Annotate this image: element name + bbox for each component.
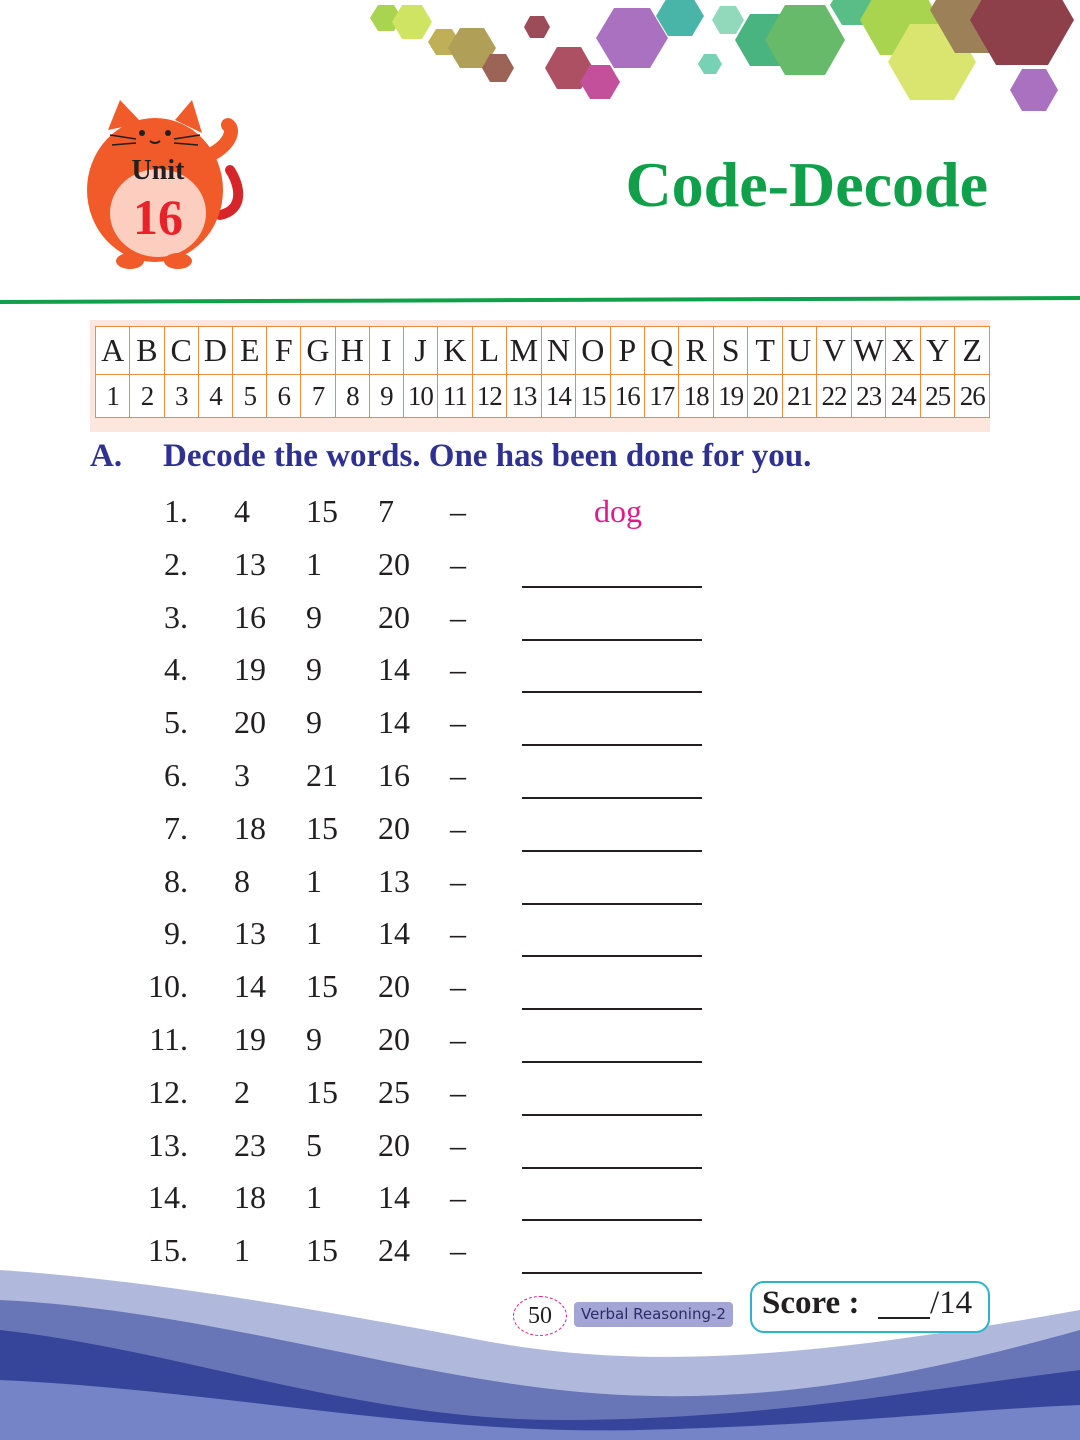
key-number-cell: 1 (96, 375, 130, 418)
code-value: 24 (378, 1232, 410, 1269)
key-number-cell: 18 (679, 375, 713, 418)
key-letter-cell: O (576, 327, 610, 375)
key-number-cell: 3 (164, 375, 198, 418)
key-number-cell: 7 (301, 375, 335, 418)
answer-text: dog (594, 493, 642, 529)
key-letter-cell: B (130, 327, 164, 375)
key-letter-cell: T (748, 327, 782, 375)
dash: – (450, 493, 466, 529)
code-value: 20 (378, 1021, 410, 1057)
key-number-cell: 14 (541, 375, 575, 418)
dash: – (450, 704, 466, 741)
question-number: 14. (148, 1179, 188, 1216)
key-number-cell: 10 (403, 375, 437, 418)
code-value: 1 (306, 1179, 322, 1216)
key-letter-cell: L (472, 327, 506, 375)
key-letter-cell: R (679, 327, 713, 375)
page-number: 50 (513, 1296, 567, 1336)
code-value: 9 (306, 1021, 322, 1057)
section-instruction (90, 438, 811, 475)
key-number-cell: 12 (472, 375, 506, 418)
code-value: 13 (234, 915, 266, 952)
code-value: 9 (306, 651, 322, 688)
code-value: 9 (306, 704, 322, 741)
key-letter-cell: Q (645, 327, 679, 375)
section-letter: A. (90, 438, 123, 474)
answer-blank[interactable] (522, 797, 702, 799)
key-number-cell: 13 (506, 375, 541, 418)
code-value: 20 (234, 704, 266, 741)
dash: – (450, 968, 466, 1005)
code-value: 5 (306, 1126, 322, 1163)
code-value: 16 (378, 757, 410, 793)
answer-blank[interactable] (522, 850, 702, 852)
key-letter-cell: V (817, 327, 851, 375)
question-number: 8. (164, 862, 188, 899)
key-number-cell: 23 (851, 375, 886, 418)
unit-number: 16 (133, 189, 183, 245)
dash: – (450, 598, 466, 635)
code-value: 19 (234, 1021, 266, 1057)
key-letter-cell: K (438, 327, 472, 375)
key-letter-cell: W (851, 327, 886, 375)
code-value: 20 (378, 1126, 410, 1163)
key-letter-cell: D (198, 327, 232, 375)
code-value: 7 (378, 493, 394, 529)
book-title-badge: Verbal Reasoning-2 (574, 1302, 733, 1327)
code-value: 20 (378, 545, 410, 582)
question-number: 7. (164, 809, 188, 846)
key-letter-cell: Y (920, 327, 954, 375)
answer-blank[interactable] (522, 955, 702, 957)
question-number: 12. (148, 1073, 188, 1110)
answer-blank[interactable] (522, 903, 702, 905)
dash: – (450, 1126, 466, 1163)
key-letter-cell: E (233, 327, 267, 375)
code-value: 18 (234, 809, 266, 846)
code-value: 2 (234, 1073, 250, 1110)
score-label: Score : (762, 1285, 860, 1321)
dash: – (450, 1179, 466, 1216)
code-value: 14 (378, 704, 410, 741)
key-letter-cell: X (886, 327, 920, 375)
key-letter-cell: U (782, 327, 816, 375)
answer-blank[interactable] (522, 1061, 702, 1063)
question-number: 5. (164, 704, 188, 741)
code-value: 18 (234, 1179, 266, 1216)
key-letter-cell: Z (955, 327, 990, 375)
dash: – (450, 545, 466, 582)
code-value: 15 (306, 493, 338, 529)
key-number-cell: 5 (233, 375, 267, 418)
key-letter-cell: S (713, 327, 747, 375)
dash: – (450, 1073, 466, 1110)
code-value: 23 (234, 1126, 266, 1163)
key-number-cell: 21 (782, 375, 816, 418)
code-value: 14 (378, 915, 410, 952)
question-number: 6. (164, 757, 188, 793)
score-blank[interactable] (878, 1317, 930, 1319)
unit-label: Unit (131, 155, 185, 186)
key-number-cell: 4 (198, 375, 232, 418)
question-number: 1. (164, 493, 188, 529)
key-number-cell: 25 (920, 375, 954, 418)
dash: – (450, 757, 466, 793)
key-letter-cell: J (403, 327, 437, 375)
dash: – (450, 1232, 466, 1269)
answer-blank[interactable] (522, 586, 702, 588)
page-title: Code-Decode (625, 149, 988, 220)
code-value: 4 (234, 493, 250, 529)
code-value: 14 (234, 968, 266, 1005)
dash: – (450, 1021, 466, 1057)
answer-blank[interactable] (522, 1008, 702, 1010)
answer-blank[interactable] (522, 1219, 702, 1221)
key-number-cell: 20 (748, 375, 782, 418)
answer-blank[interactable] (522, 691, 702, 693)
key-letter-cell: G (301, 327, 335, 375)
code-value: 15 (306, 1073, 338, 1110)
code-value: 15 (306, 968, 338, 1005)
code-value: 8 (234, 862, 250, 899)
dash: – (450, 915, 466, 952)
dash: – (450, 809, 466, 846)
code-value: 9 (306, 598, 322, 635)
question-number: 15. (148, 1232, 188, 1269)
key-number-cell: 26 (955, 375, 990, 418)
dash: – (450, 862, 466, 899)
code-value: 3 (234, 757, 250, 793)
code-value: 15 (306, 1232, 338, 1269)
code-value: 20 (378, 809, 410, 846)
key-numbers-row (96, 375, 990, 418)
key-letter-cell: A (96, 327, 130, 375)
key-letter-cell: M (506, 327, 541, 375)
code-value: 1 (306, 545, 322, 582)
answer-blank[interactable] (522, 1114, 702, 1116)
code-value: 1 (234, 1232, 250, 1269)
dash: – (450, 651, 466, 688)
title-divider (0, 290, 1080, 306)
question-number: 10. (148, 968, 188, 1005)
code-key-table (90, 320, 990, 432)
code-value: 15 (306, 809, 338, 846)
key-number-cell: 9 (369, 375, 403, 418)
question-number: 13. (148, 1126, 188, 1163)
key-letter-cell: H (335, 327, 369, 375)
code-value: 20 (378, 968, 410, 1005)
key-number-cell: 15 (576, 375, 610, 418)
answer-blank[interactable] (522, 639, 702, 641)
answer-blank[interactable] (522, 744, 702, 746)
score-box (750, 1281, 990, 1333)
question-number: 2. (164, 545, 188, 582)
code-value: 16 (234, 598, 266, 635)
key-number-cell: 17 (645, 375, 679, 418)
answer-blank[interactable] (522, 1167, 702, 1169)
key-number-cell: 2 (130, 375, 164, 418)
code-value: 1 (306, 862, 322, 899)
key-number-cell: 6 (267, 375, 301, 418)
key-letter-cell: F (267, 327, 301, 375)
score-total: /14 (930, 1285, 973, 1321)
key-number-cell: 22 (817, 375, 851, 418)
key-number-cell: 24 (886, 375, 920, 418)
code-value: 14 (378, 651, 410, 688)
key-letter-cell: C (164, 327, 198, 375)
code-value: 14 (378, 1179, 410, 1216)
instruction-text: Decode the words. One has been done for you. (163, 438, 812, 474)
code-value: 21 (306, 757, 338, 793)
code-value: 20 (378, 598, 410, 635)
code-value: 19 (234, 651, 266, 688)
code-value: 1 (306, 915, 322, 952)
key-number-cell: 11 (438, 375, 472, 418)
question-number: 11. (149, 1021, 188, 1057)
key-number-cell: 19 (713, 375, 747, 418)
key-letter-cell: I (369, 327, 403, 375)
key-number-cell: 8 (335, 375, 369, 418)
key-letter-cell: P (610, 327, 644, 375)
key-number-cell: 16 (610, 375, 644, 418)
question-number: 4. (164, 651, 188, 688)
code-value: 13 (378, 862, 410, 899)
key-letters-row (96, 327, 990, 375)
code-value: 25 (378, 1073, 410, 1110)
question-number: 3. (164, 598, 188, 635)
question-number: 9. (164, 915, 188, 952)
key-letter-cell: N (541, 327, 575, 375)
code-value: 13 (234, 545, 266, 582)
